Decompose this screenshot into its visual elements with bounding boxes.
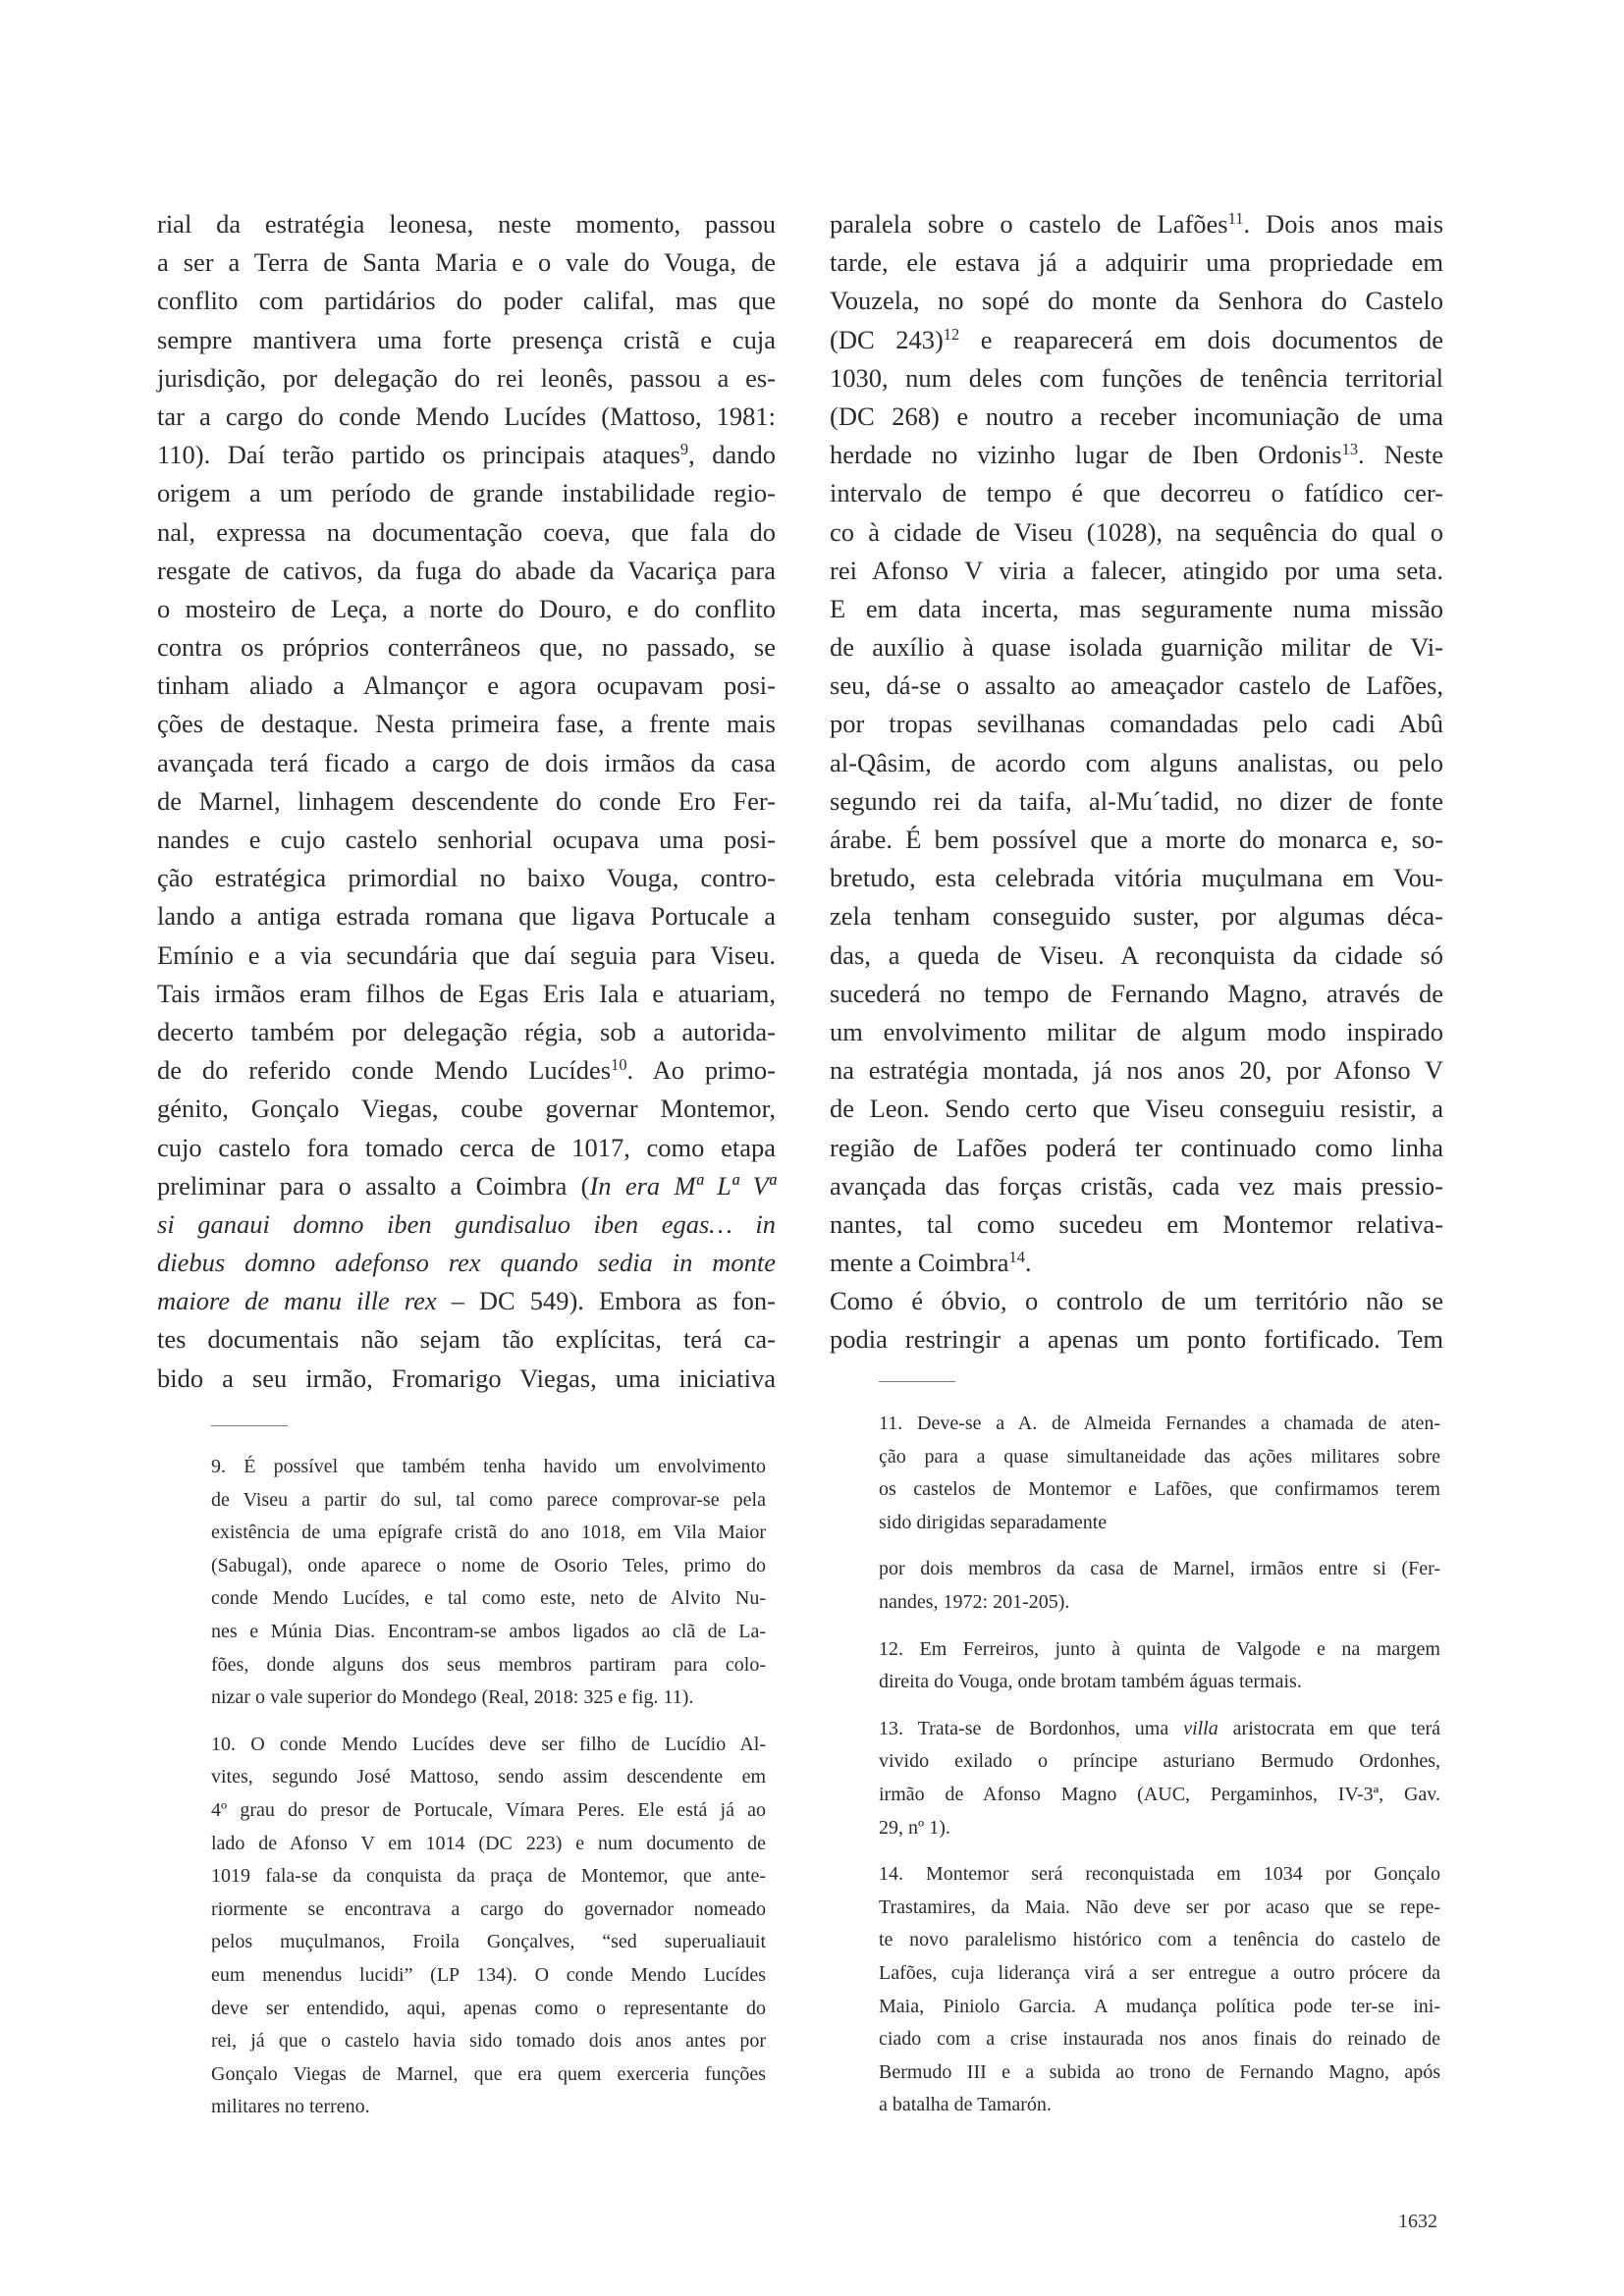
footnotes-right (879, 1408, 1440, 2136)
italic-text: In era Mª Lª Vª (589, 1170, 776, 1201)
footnote-line: Maia, Piniolo Garcia. A mudança política pode ter-se ini- (879, 1995, 1440, 2017)
text-line: de Marnel, linhagem descendente do conde Ero Fer- (157, 785, 776, 816)
text-line: decerto também por delegação régia, sob a autorida- (157, 1016, 776, 1046)
text-run: aristocrata em que terá (1218, 1717, 1441, 1739)
footnote-line: riormente se encontrava a cargo do governador nomeado (211, 1897, 766, 1920)
text-line (157, 1282, 776, 1320)
footnote-line: te novo paralelismo histórico com a tenência do castelo de (879, 1929, 1440, 1951)
footnote-line: eum menendus lucidi” (LP 134). O conde Mendo Lucídes (211, 1963, 766, 1986)
text-line: lando a antiga estrada romana que ligava Portucale a (157, 901, 776, 932)
footnote (879, 1713, 1440, 1844)
text-run: e reaparecerá em dois documentos de (959, 324, 1443, 354)
text-line: Como é óbvio, o controlo de um território não se (830, 1286, 1443, 1316)
text-line: rial da estratégia leonesa, neste momento, passou (157, 209, 776, 239)
body-text-left-column (157, 205, 776, 1398)
body-text-right-column (830, 205, 1443, 1360)
footnote-separator-left (211, 1425, 288, 1426)
text-line: segundo rei da taifa, al-Mu´tadid, no dizer de fonte (830, 785, 1443, 816)
text-line: Emínio e a via secundária que daí seguia para Viseu. (157, 939, 776, 970)
footnote (879, 1408, 1440, 1539)
footnote-line: lado de Afonso V em 1014 (DC 223) e num documento de (211, 1832, 766, 1854)
text-run: . Dois anos mais (1243, 209, 1444, 239)
text-line (157, 1244, 776, 1282)
text-line: avançada terá ficado a cargo de dois irmãos da casa (157, 747, 776, 777)
footnote-line: vites, segundo José Mattoso, sendo assim descendente em (211, 1766, 766, 1789)
italic-text: diebus domno adefonso rex quando sedia in monte (157, 1248, 776, 1278)
text-line: árabe. É bem possível que a morte do monarca e, so- (830, 825, 1443, 854)
footnote-line: deve ser entendido, aqui, apenas como o representante do (211, 1997, 766, 2019)
text-line: (DC 268) e noutro a receber incomuniação de uma (830, 400, 1443, 431)
text-line: conflito com partidários do poder califal, mas que (157, 286, 776, 316)
footnote-line: 10. O conde Mendo Lucídes deve ser filho de Lucídio Al- (211, 1733, 766, 1755)
footnote-reference: 14 (1008, 1248, 1025, 1267)
text-line: região de Lafões poderá ter continuado como linha (830, 1132, 1443, 1162)
footnote (879, 1858, 1440, 2122)
text-line: a ser a Terra de Santa Maria e o vale do Vouga, de (157, 247, 776, 278)
text-line: cujo castelo fora tomado cerca de 1017, como etapa (157, 1132, 776, 1162)
text-line: E em data incerta, mas seguramente numa missão (830, 593, 1443, 623)
footnote-line: Gonçalo Viegas de Marnel, que era quem exerceria funções (211, 2062, 766, 2085)
text-line: jurisdição, por delegação do rei leonês, passou a es- (157, 362, 776, 393)
text-line (157, 1167, 776, 1205)
text-line: por tropas sevilhanas comandadas pelo cadi Abû (830, 709, 1443, 739)
text-run: . (1024, 1248, 1032, 1278)
text-line: co à cidade de Viseu (1028), na sequência do qual o (830, 516, 1443, 547)
footnote-separator-right (879, 1381, 955, 1382)
footnote-line: ciado com a crise instaurada nos anos finais do reinado de (879, 2028, 1440, 2051)
text-line: nantes, tal como sucedeu em Montemor relativa- (830, 1208, 1443, 1239)
text-line: nandes e cujo castelo senhorial ocupava uma posi- (157, 825, 776, 854)
text-line: contra os próprios conterrâneos que, no passado, se (157, 632, 776, 663)
text-line: tar a cargo do conde Mendo Lucídes (Mattoso, 1981: (157, 400, 776, 431)
footnote (879, 1633, 1440, 1699)
text-line: resgate de cativos, da fuga do abade da Vacariça para (157, 555, 776, 585)
footnote-line: por dois membros da casa de Marnel, irmãos entre si (Fer- (879, 1558, 1440, 1580)
footnote-line: fões, donde alguns dos seus membros partiram para colo- (211, 1653, 766, 1676)
footnote-line: nizar o vale superior do Mondego (Real, 2018: 325 e fig. 11). (211, 1686, 694, 1709)
text-line (830, 436, 1443, 474)
text-run: . Ao primo- (626, 1055, 777, 1086)
text-line: bretudo, esta celebrada vitória muçulmana em Vou- (830, 863, 1443, 893)
footnote-line: existência de uma epígrafe cristã do ano 1018, em Vila Maior (211, 1522, 766, 1544)
text-line: podia restringir a apenas um ponto fortificado. Tem (830, 1324, 1443, 1355)
footnote-line: militares no terreno. (211, 2096, 370, 2118)
text-run: – DC 549). Embora as fon- (436, 1286, 776, 1316)
text-line (157, 1051, 776, 1090)
text-line: ções de destaque. Nesta primeira fase, a frente mais (157, 709, 776, 739)
footnote (211, 1451, 766, 1715)
footnote-line: a batalha de Tamarón. (879, 2094, 1052, 2116)
footnote-line: (Sabugal), onde aparece o nome de Osorio Teles, primo do (211, 1554, 766, 1576)
text-line: rei Afonso V viria a falecer, atingido por uma seta. (830, 555, 1443, 585)
text-line: bido a seu irmão, Fromarigo Viegas, uma iniciativa (157, 1362, 776, 1393)
text-run: 13. Trata-se de Bordonhos, uma (879, 1717, 1184, 1739)
text-line: um envolvimento militar de algum modo inspirado (830, 1016, 1443, 1046)
footnote-line: de Viseu a partir do sul, tal como parece comprovar-se pela (211, 1488, 766, 1511)
text-line: de Leon. Sendo certo que Viseu conseguiu resistir, a (830, 1094, 1443, 1124)
footnote-reference: 12 (943, 324, 960, 344)
footnote-line: nandes, 1972: 201-205). (879, 1590, 1070, 1613)
footnote-line: 9. É possível que também tenha havido um envolvimento (211, 1456, 766, 1477)
footnote-reference: 10 (611, 1055, 627, 1075)
footnote-line (879, 1713, 1440, 1746)
text-line: nal, expressa na documentação coeva, que fala do (157, 516, 776, 547)
text-line: tinham aliado a Almançor e agora ocupavam posi- (157, 670, 776, 701)
text-run: . Neste (1358, 440, 1443, 470)
footnote-line: pelos muçulmanos, Froila Gonçalves, “sed superualiauit (211, 1931, 766, 1953)
footnote (879, 1553, 1440, 1619)
footnote-line: direita do Vouga, onde brotam também águas termais. (879, 1671, 1302, 1693)
footnote-line: sido dirigidas separadamente (879, 1511, 1108, 1533)
text-line: das, a queda de Viseu. A reconquista da cidade só (830, 939, 1443, 970)
text-line: na estratégia montada, já nos anos 20, por Afonso V (830, 1055, 1443, 1086)
footnote-line: os castelos de Montemor e Lafões, que confirmamos terem (879, 1478, 1440, 1501)
text-line: seu, dá-se o assalto ao ameaçador castelo de Lafões, (830, 670, 1443, 701)
text-line: de auxílio à quase isolada guarnição militar de Vi- (830, 632, 1443, 663)
page-number: 1632 (1398, 2211, 1437, 2232)
text-line: tes documentais não sejam tão explícitas, terá ca- (157, 1324, 776, 1355)
footnote-reference: 9 (679, 440, 689, 459)
text-line: intervalo de tempo é que decorreu o fatídico cer- (830, 478, 1443, 508)
footnote-line: irmão de Afonso Magno (AUC, Pergaminhos, IV-3ª, Gav. (879, 1783, 1440, 1805)
text-line: Vouzela, no sopé do monte da Senhora do Castelo (830, 286, 1443, 316)
text-line: ção estratégica primordial no baixo Vouga, contro- (157, 863, 776, 893)
footnote-line: 12. Em Ferreiros, junto à quinta de Valgode e na margem (879, 1637, 1440, 1660)
footnote-line: rei, já que o castelo havia sido tomado dois anos antes por (211, 2030, 766, 2053)
text-line (157, 436, 776, 474)
text-run: (DC 243) (830, 324, 944, 354)
text-run: herdade no vizinho lugar de Iben Ordonis (830, 440, 1342, 470)
text-line (830, 1244, 1443, 1282)
text-line (830, 205, 1443, 243)
footnote-line: Lafões, cuja liderança virá a ser entregue a outro prócere da (879, 1961, 1440, 1984)
text-run: de do referido conde Mendo Lucídes (157, 1055, 612, 1086)
text-run: preliminar para o assalto a Coimbra ( (157, 1170, 590, 1201)
footnote-line: vivido exilado o príncipe asturiano Bermudo Ordonhes, (879, 1750, 1440, 1773)
text-run: 110). Daí terão partido os principais ataques (157, 440, 680, 470)
text-line (157, 1205, 776, 1244)
text-line: al-Qâsim, de acordo com alguns analistas, ou pelo (830, 747, 1443, 777)
footnote-line: nes e Múnia Dias. Encontram-se ambos ligados ao clã de La- (211, 1620, 766, 1642)
text-line: Tais irmãos eram filhos de Egas Eris Iala e atuariam, (157, 978, 776, 1008)
footnote-line: 4º grau do presor de Portucale, Vímara Peres. Ele está já ao (211, 1798, 766, 1821)
footnote-line: 1019 fala-se da conquista da praça de Montemor, que ante- (211, 1865, 766, 1888)
italic-text: villa (1183, 1717, 1218, 1739)
text-line: 1030, num deles com funções de tenência territorial (830, 362, 1443, 393)
text-line: sempre mantivera uma forte presença cristã e cuja (157, 324, 776, 354)
footnote-line: 14. Montemor será reconquistada em 1034 por Gonçalo (879, 1863, 1440, 1886)
text-line: origem a um período de grande instabilidade regio- (157, 478, 776, 508)
footnotes-left (211, 1451, 766, 2138)
text-line: o mosteiro de Leça, a norte do Douro, e do conflito (157, 593, 776, 623)
footnote-reference: 11 (1227, 208, 1244, 228)
footnote-reference: 13 (1341, 440, 1359, 459)
footnote-line: 29, nº 1). (879, 1816, 950, 1839)
text-run: paralela sobre o castelo de Lafões (830, 209, 1228, 239)
footnote-line: conde Mendo Lucídes, e tal como este, neto de Alvito Nu- (211, 1587, 766, 1610)
text-run: , dando (688, 440, 776, 470)
text-line: zela tenham conseguido suster, por algumas déca- (830, 901, 1443, 932)
text-line: avançada das forças cristãs, cada vez mais pressio- (830, 1170, 1443, 1201)
footnote-line: Bermudo III e a subida ao trono de Fernando Magno, após (879, 2060, 1440, 2083)
footnote-line: Trastamires, da Maia. Não deve ser por acaso que se repe- (879, 1896, 1440, 1918)
italic-text: maiore de manu ille rex (157, 1286, 437, 1316)
footnote (211, 1729, 766, 2124)
text-line: génito, Gonçalo Viegas, coube governar Montemor, (157, 1094, 776, 1124)
text-line: sucederá no tempo de Fernando Magno, através de (830, 978, 1443, 1008)
text-line (830, 321, 1443, 359)
text-line: tarde, ele estava já a adquirir uma propriedade em (830, 247, 1443, 278)
italic-text: si ganaui domno iben gundisaluo iben egas… in (157, 1208, 776, 1239)
footnote-line: 11. Deve-se a A. de Almeida Fernandes a chamada de aten- (879, 1413, 1440, 1434)
text-run: mente a Coimbra (830, 1248, 1009, 1278)
footnote-line: ção para a quase simultaneidade das ações militares sobre (879, 1445, 1440, 1468)
